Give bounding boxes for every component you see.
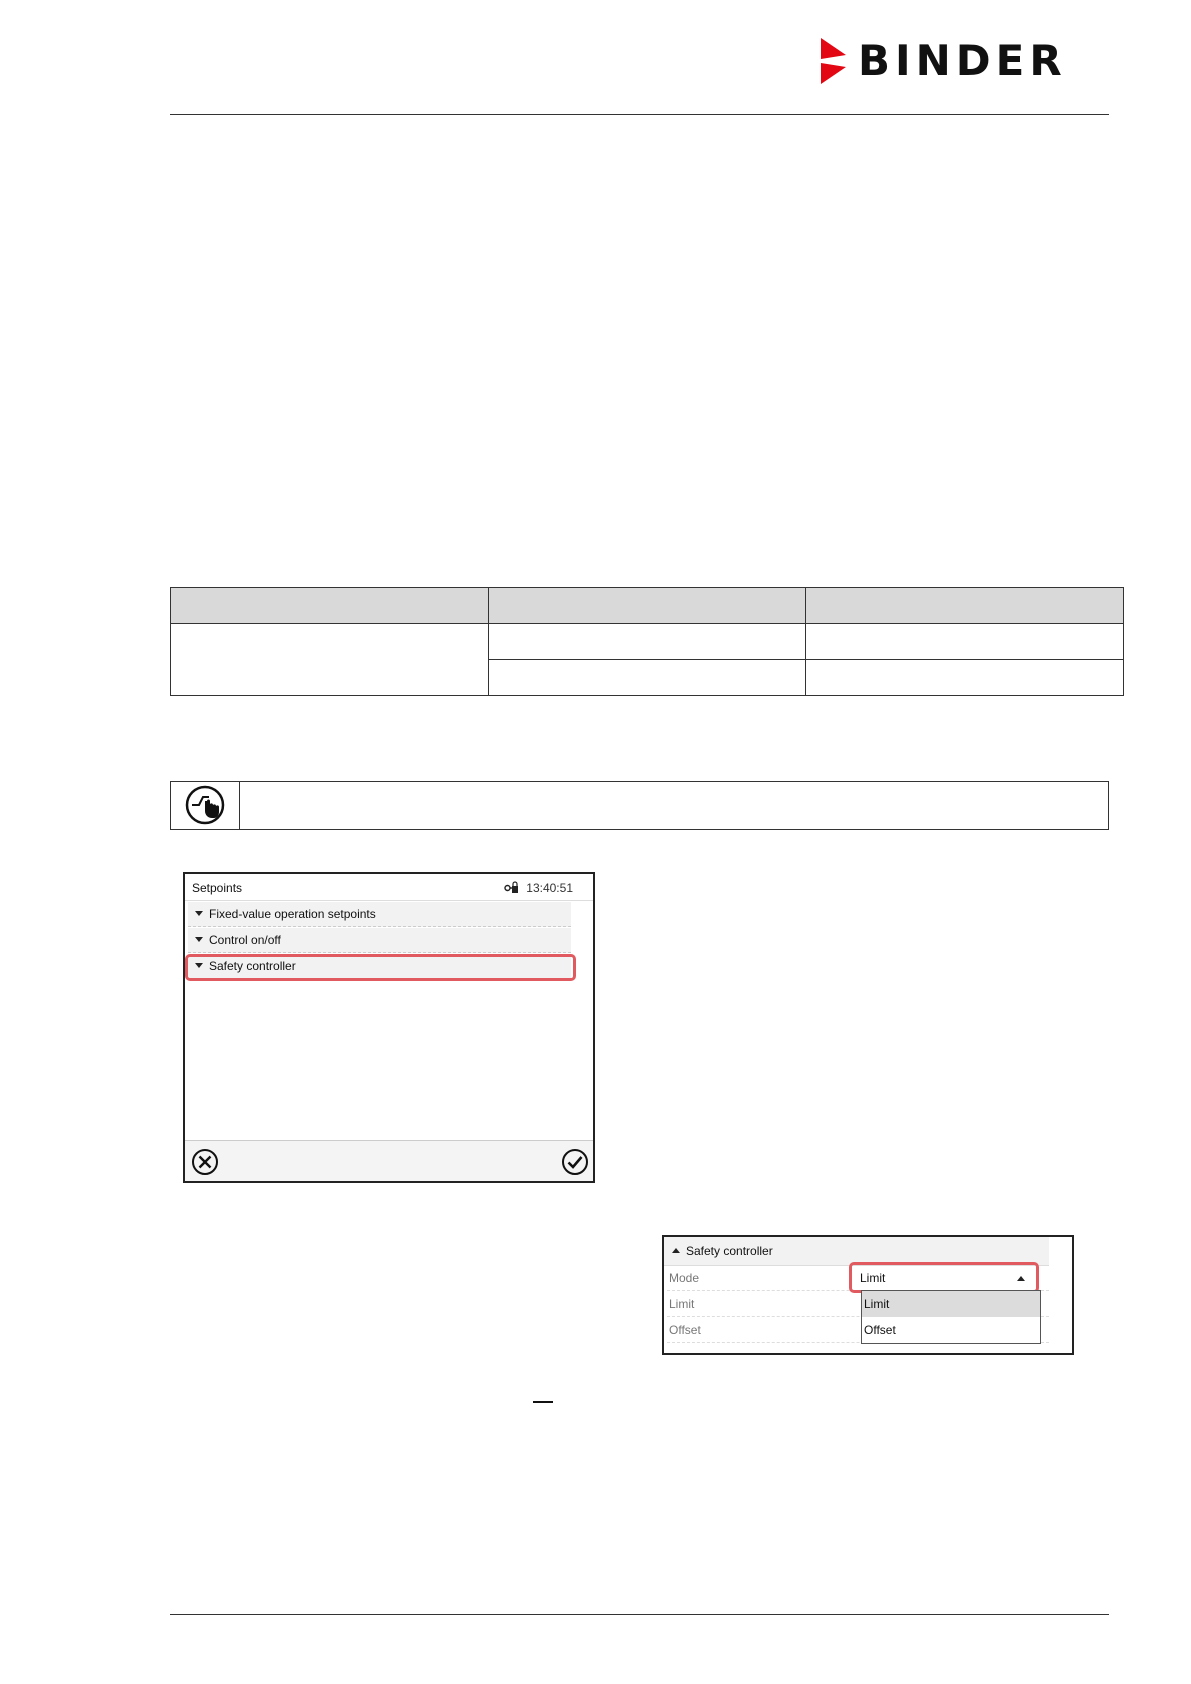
menu-item-label: Fixed-value operation setpoints bbox=[209, 907, 376, 921]
table-cell bbox=[488, 660, 806, 696]
setting-label: Mode bbox=[669, 1271, 700, 1285]
menu-item-control-on-off[interactable] bbox=[188, 928, 571, 953]
section-title: Safety controller bbox=[686, 1244, 773, 1258]
mode-select-value: Limit bbox=[860, 1271, 886, 1285]
table-cell bbox=[488, 624, 806, 660]
spec-table bbox=[170, 587, 1124, 696]
setting-label: Offset bbox=[669, 1323, 701, 1337]
confirm-check-icon[interactable] bbox=[561, 1148, 589, 1176]
menu-item-label: Control on/off bbox=[209, 933, 281, 947]
chevron-down-icon bbox=[195, 911, 203, 916]
footer-divider bbox=[170, 1614, 1109, 1615]
action-icon-cell bbox=[171, 782, 240, 829]
title-divider bbox=[185, 900, 593, 901]
touch-hand-icon bbox=[184, 785, 226, 825]
lock-key-icon bbox=[504, 881, 518, 893]
brand-name: BINDER bbox=[858, 36, 1067, 85]
menu-item-label: Safety controller bbox=[209, 959, 296, 973]
table-cell bbox=[806, 624, 1124, 660]
table-header-cell bbox=[488, 588, 806, 624]
chevron-down-icon bbox=[195, 937, 203, 942]
dropdown-option-offset[interactable]: Offset bbox=[864, 1323, 896, 1337]
setting-label: Limit bbox=[669, 1297, 695, 1311]
setpoints-screen bbox=[183, 872, 595, 1183]
header-divider bbox=[170, 114, 1109, 115]
table-cell bbox=[806, 660, 1124, 696]
dash-mark bbox=[533, 1401, 553, 1403]
table-header-cell bbox=[171, 588, 489, 624]
chevron-up-icon bbox=[672, 1248, 680, 1253]
clock-time: 13:40:51 bbox=[526, 881, 573, 895]
cancel-circle-icon[interactable] bbox=[191, 1148, 219, 1176]
binder-logo bbox=[818, 38, 1118, 84]
table-cell bbox=[171, 624, 489, 696]
table-header-cell bbox=[806, 588, 1124, 624]
menu-item-fixed-value-setpoints[interactable] bbox=[188, 902, 571, 927]
highlight-frame bbox=[185, 954, 576, 981]
table-row bbox=[171, 624, 1124, 660]
action-instruction-box bbox=[170, 781, 1109, 830]
mode-dropdown-list bbox=[861, 1290, 1041, 1344]
screen-title: Setpoints bbox=[192, 881, 243, 895]
dropdown-option-limit[interactable]: Limit bbox=[862, 1291, 1040, 1317]
table-header-row bbox=[171, 588, 1124, 624]
bottom-bar bbox=[185, 1140, 593, 1181]
safety-controller-screen bbox=[662, 1235, 1074, 1355]
highlight-frame bbox=[849, 1262, 1039, 1293]
binder-logo-mark-icon bbox=[818, 38, 848, 84]
